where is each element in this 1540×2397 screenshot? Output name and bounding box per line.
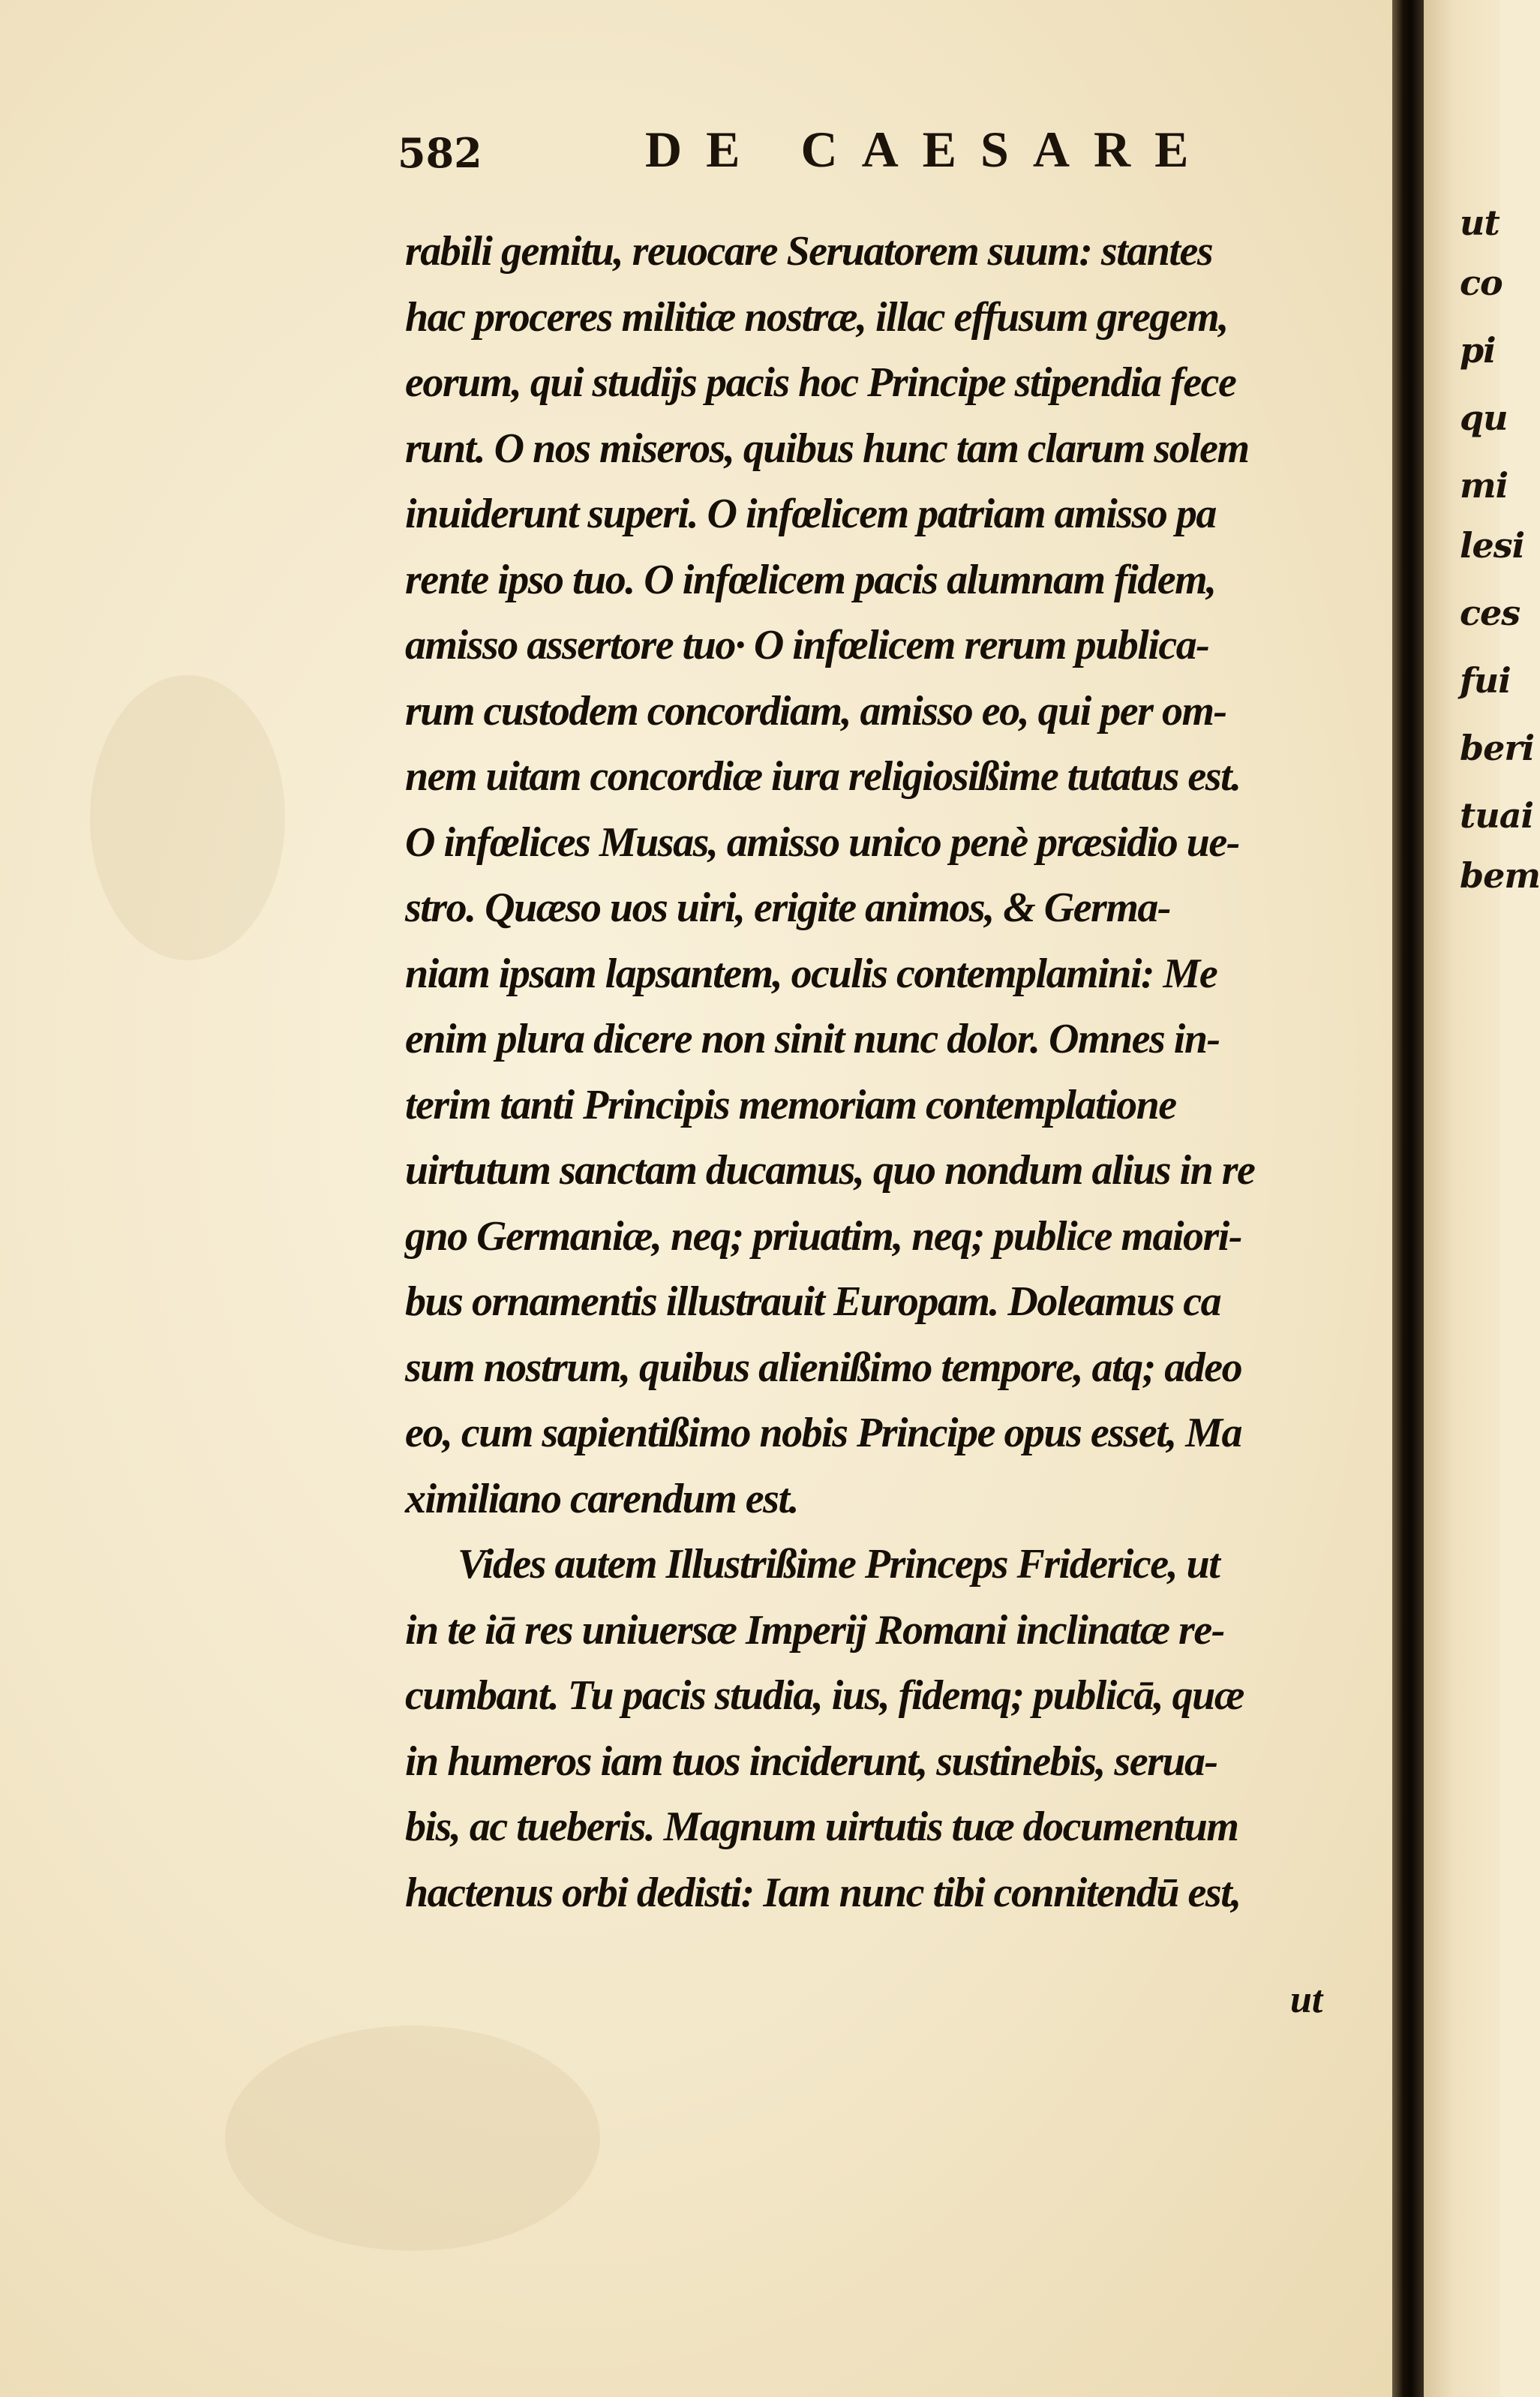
text-line: rente ipso tuo. O infœlicem pacis alumnam fidem, — [405, 556, 1216, 603]
facing-page-fragment: co — [1460, 263, 1502, 303]
text-line: hac proceres militiæ nostræ, illac effusum gregem, — [405, 293, 1228, 341]
text-line: cumbant. Tu pacis studia, ius, fidemq; publicā, quæ — [405, 1672, 1244, 1719]
text-line: enim plura dicere non sinit nunc dolor. Omnes in- — [405, 1016, 1220, 1062]
book-gutter — [1392, 0, 1424, 2397]
facing-page-fragment: ut — [1460, 203, 1499, 243]
text-line: amisso assertore tuo· O infœlicem rerum publica- — [405, 622, 1209, 668]
text-line: terim tanti Principis memoriam contemplatione — [405, 1081, 1176, 1128]
text-line: gno Germaniæ, neq; priuatim, neq; publice maiori- — [405, 1212, 1241, 1260]
running-head: DE CAESARE — [645, 121, 1213, 178]
facing-page-fragment: fui — [1460, 660, 1511, 701]
text-line: uirtutum sanctam ducamus, quo nondum alius in re — [405, 1147, 1255, 1194]
text-line: eo, cum sapientißimo nobis Principe opus esset, Ma — [405, 1410, 1242, 1456]
paper-stain — [225, 2026, 600, 2251]
text-line: in humeros iam tuos inciderunt, sustinebis, serua- — [405, 1738, 1217, 1785]
facing-page-fragment: beri — [1460, 728, 1535, 768]
facing-page-fragment: lesi — [1460, 525, 1525, 566]
paper-stain — [90, 675, 285, 960]
text-line: eorum, qui studijs pacis hoc Principe stipendia fece — [405, 359, 1236, 406]
text-line: sum nostrum, quibus alienißimo tempore, atq; adeo — [405, 1344, 1242, 1391]
text-line: niam ipsam lapsantem, oculis contemplamini: Me — [405, 950, 1217, 997]
facing-page-edge — [1424, 0, 1540, 2397]
facing-page-fragment: qu — [1460, 398, 1508, 438]
text-line: rabili gemitu, reuocare Seruatorem suum: stantes — [405, 228, 1213, 275]
facing-page-fragment: pi — [1460, 330, 1496, 371]
text-line: rum custodem concordiam, amisso eo, qui per om- — [405, 687, 1226, 734]
text-line: runt. O nos miseros, quibus hunc tam clarum solem — [405, 425, 1249, 472]
facing-page-fragment: bem — [1460, 855, 1540, 896]
facing-page-fragment: mi — [1460, 465, 1508, 506]
page-header — [398, 120, 1238, 195]
text-line: nem uitam concordiæ iura religiosißime tutatus est. — [405, 753, 1241, 800]
facing-page-fragment: ces — [1460, 593, 1520, 633]
text-line: in te iā res uniuersæ Imperij Romani inclinatæ re- — [405, 1606, 1224, 1654]
body-text — [405, 219, 1343, 1926]
text-line: bis, ac tueberis. Magnum uirtutis tuæ documentum — [405, 1804, 1238, 1850]
text-line: O infœlices Musas, amisso unico penè præsidio ue- — [405, 819, 1239, 866]
text-line: Vides autem Illustrißime Princeps Friderice, ut — [458, 1541, 1220, 1587]
text-line: inuiderunt superi. O infœlicem patriam amisso pa — [405, 491, 1216, 537]
facing-page-fragment: tuai — [1460, 795, 1533, 836]
catchword: ut — [1290, 1978, 1323, 2021]
text-line: bus ornamentis illustrauit Europam. Doleamus ca — [405, 1278, 1221, 1325]
text-line: ximiliano carendum est. — [405, 1475, 798, 1522]
text-line: stro. Quæso uos uiri, erigite animos, & Germa- — [405, 885, 1171, 931]
text-line: hactenus orbi dedisti: Iam nunc tibi connitendū est, — [405, 1869, 1241, 1916]
page-number: 582 — [398, 129, 482, 177]
